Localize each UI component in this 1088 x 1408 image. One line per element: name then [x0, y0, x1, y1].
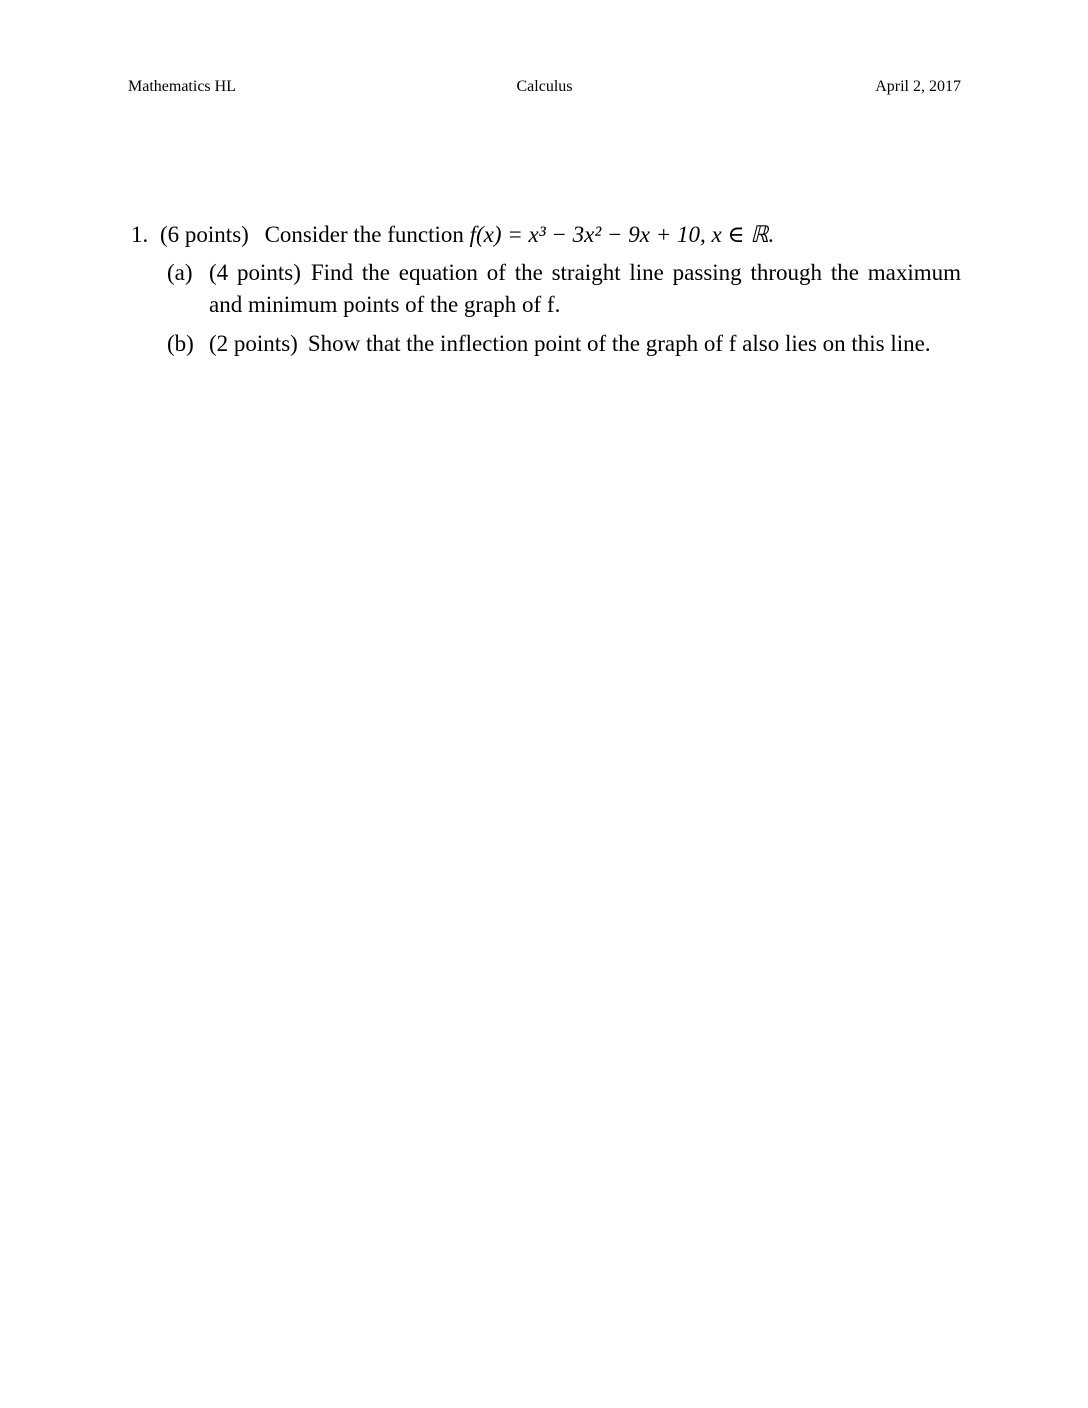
part-points: (2 points) [209, 331, 298, 356]
header-course: Mathematics HL [128, 78, 236, 95]
question-points: (6 points) [160, 222, 249, 247]
page-header [128, 78, 961, 100]
header-date: April 2, 2017 [875, 78, 961, 95]
question-part-a [167, 257, 961, 321]
part-label: (b) [167, 331, 194, 356]
part-points: (4 points) [209, 260, 301, 285]
part-text: Show that the inflection point of the graph of f also lies on this line. [307, 331, 931, 356]
question-part-b [167, 328, 961, 360]
header-topic: Calculus [516, 78, 573, 95]
question-stem [131, 219, 961, 251]
part-text: Find the equation of the straight line passing through the maximum and minimum points of the graph of f. [209, 260, 961, 317]
question-1 [131, 219, 961, 367]
question-number: 1. [131, 222, 149, 247]
part-label: (a) [167, 260, 193, 285]
question-parts [167, 257, 961, 360]
function-definition: f(x) = x³ − 3x² − 9x + 10, x ∈ ℝ. [469, 222, 775, 247]
question-text: Consider the function [264, 222, 464, 247]
